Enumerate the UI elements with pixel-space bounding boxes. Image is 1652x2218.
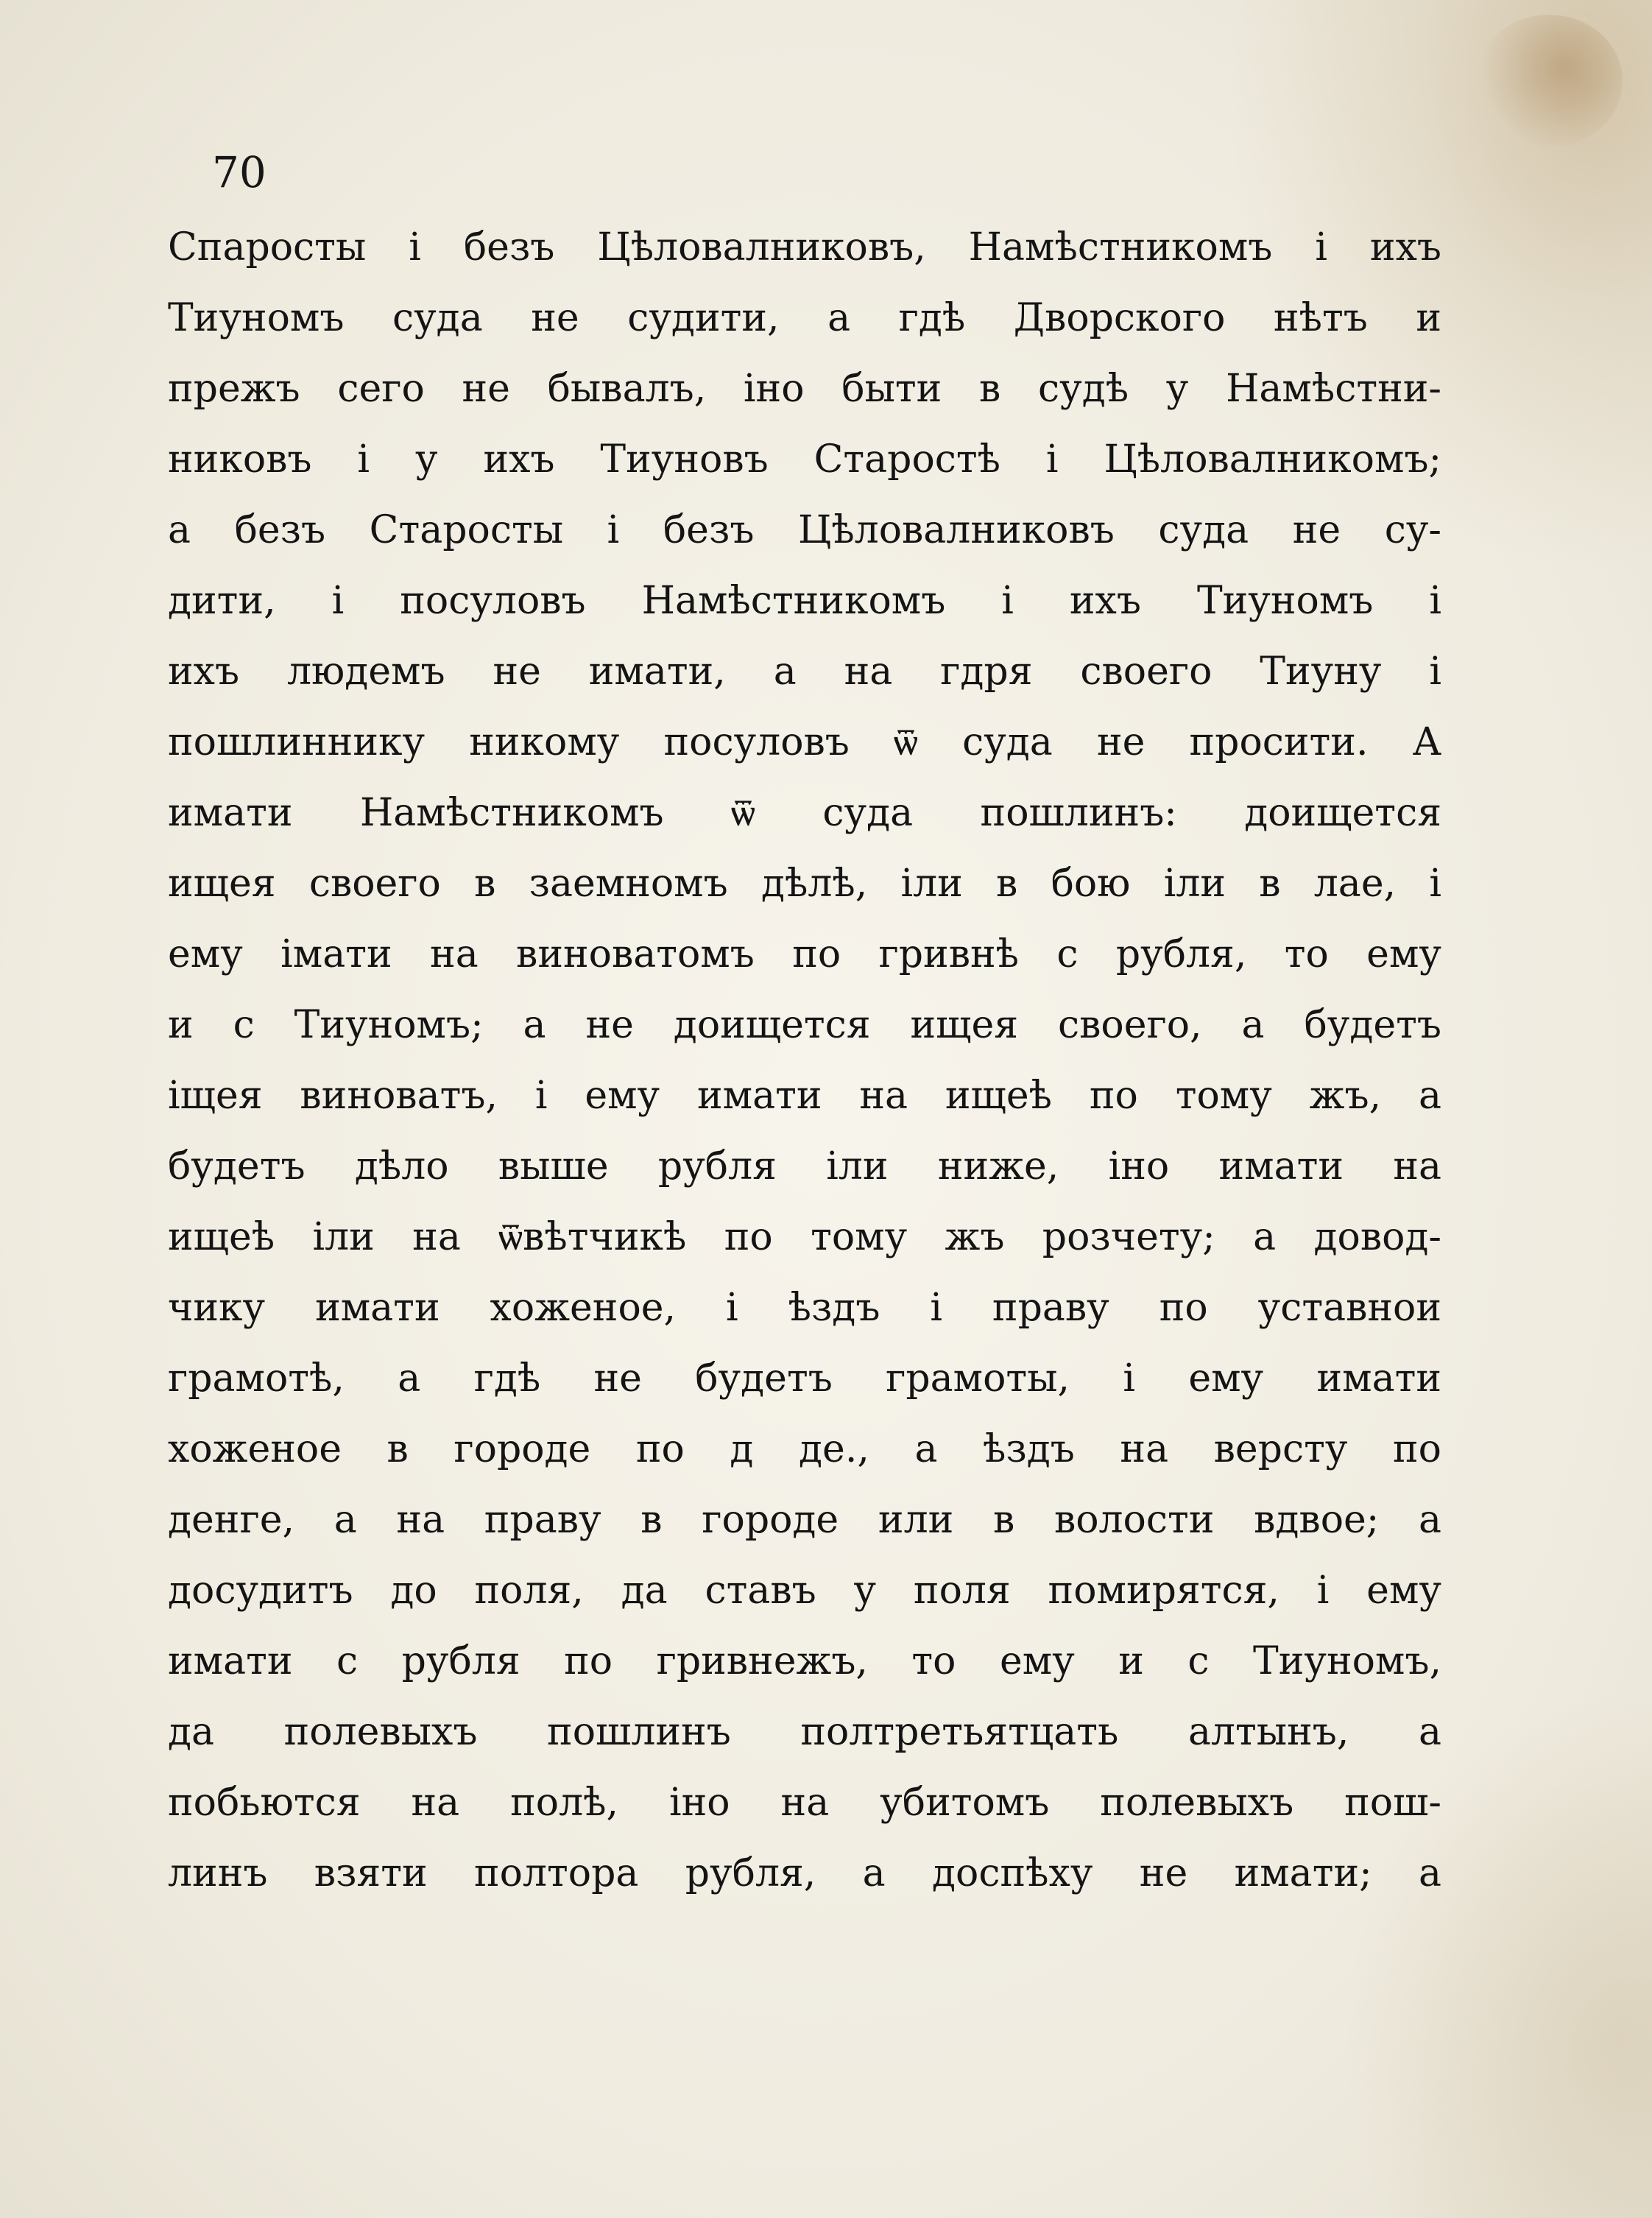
text-line: денге, а на праву в городе или в волости вдвое; а <box>168 1498 1441 1542</box>
text-line: хоженое в городе по д де., а ѣздъ на версту по <box>168 1427 1441 1471</box>
text-line: линъ взяти полтора рубля, а доспѣху не имати; а <box>168 1851 1441 1895</box>
text-line: ищеѣ іли на ѿвѣтчикѣ по тому жъ розчету; а довод- <box>168 1215 1441 1259</box>
page-number: 70 <box>212 147 266 197</box>
water-stain <box>1475 15 1623 147</box>
text-line: побьются на полѣ, іно на убитомъ полевыхъ пош- <box>168 1781 1441 1825</box>
text-line: ихъ людемъ не имати, а на гдря своего Тиуну і <box>168 649 1441 694</box>
text-line: прежъ сего не бывалъ, іно быти в судѣ у Намѣстни- <box>168 367 1441 411</box>
text-line: имати Намѣстникомъ ѿ суда пошлинъ: доищется <box>168 791 1441 835</box>
text-line: досудитъ до поля, да ставъ у поля помирятся, і ему <box>168 1569 1441 1613</box>
text-line: Спаросты і безъ Цѣловалниковъ, Намѣстникомъ і ихъ <box>168 225 1441 270</box>
text-line: дити, і посуловъ Намѣстникомъ і ихъ Тиуномъ і <box>168 579 1441 623</box>
text-line: будетъ дѣло выше рубля іли ниже, іно имати на <box>168 1144 1441 1189</box>
body-text <box>168 212 1441 1909</box>
text-line: да полевыхъ пошлинъ полтретьятцать алтынъ, а <box>168 1710 1441 1754</box>
text-line: чику имати хоженое, і ѣздъ і праву по уставнои <box>168 1286 1441 1330</box>
text-line: грамотѣ, а гдѣ не будетъ грамоты, і ему имати <box>168 1356 1441 1401</box>
text-line: никовъ і у ихъ Тиуновъ Старостѣ і Цѣловалникомъ; <box>168 437 1441 482</box>
text-line: ищея своего в заемномъ дѣлѣ, іли в бою іли в лае, і <box>168 862 1441 906</box>
text-line: имати с рубля по гривнежъ, то ему и с Тиуномъ, <box>168 1639 1441 1683</box>
text-line: Тиуномъ суда не судити, а гдѣ Дворского нѣтъ и <box>168 296 1441 340</box>
text-line: ему імати на виноватомъ по гривнѣ с рубля, то ему <box>168 932 1441 976</box>
text-line: пошлиннику никому посуловъ ѿ суда не просити. А <box>168 720 1441 764</box>
text-line: и с Тиуномъ; а не доищется ищея своего, а будетъ <box>168 1003 1441 1047</box>
text-line: а безъ Старосты і безъ Цѣловалниковъ суда не су- <box>168 508 1441 552</box>
text-line: іщея виноватъ, і ему имати на ищеѣ по тому жъ, а <box>168 1074 1441 1118</box>
